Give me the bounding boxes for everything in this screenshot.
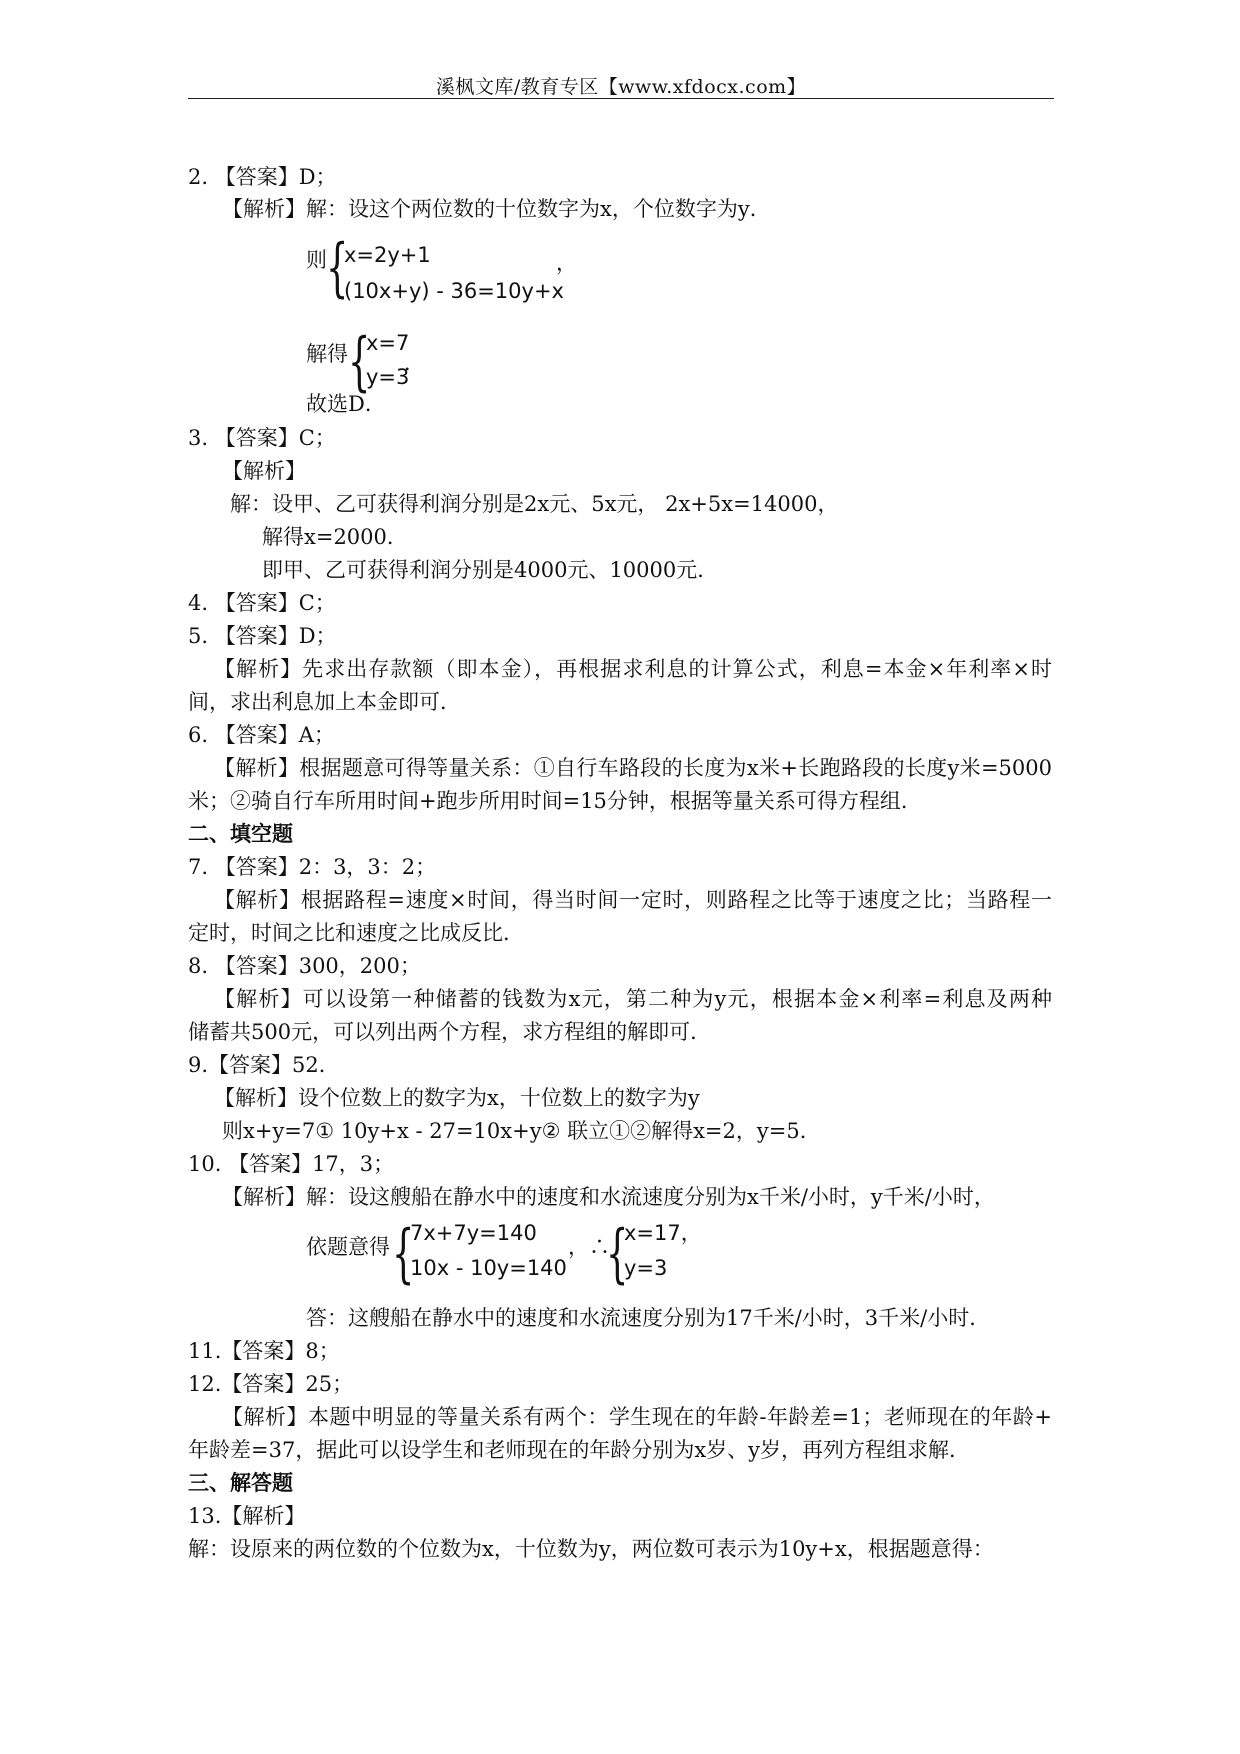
q10-analysis: 【解析】解：设这艘船在静水中的速度和水流速度分别为x千米/小时，y千米/小时，	[222, 1185, 995, 1209]
q2-system-eq1: x=2y+1	[344, 243, 431, 267]
q2-solution-brace: {	[348, 325, 371, 399]
q2-solution-dot: ．	[404, 351, 425, 375]
q6-analysis-line1: 【解析】根据题意可得等量关系：①自行车路段的长度为x米+长跑路段的长度y米=5000	[214, 756, 1052, 780]
q12-analysis-line1: 【解析】本题中明显的等量关系有两个：学生现在的年龄-年龄差=1；老师现在的年龄+	[222, 1405, 1052, 1429]
q13-heading: 13.【解析】	[188, 1504, 306, 1528]
q5-answer: 5. 【答案】D；	[188, 624, 337, 648]
section-solutions-heading: 三、解答题	[188, 1470, 293, 1495]
q13-line1: 解：设原来的两位数的个位数为x，十位数为y，两位数可表示为10y+x，根据题意得：	[188, 1537, 994, 1561]
q9-answer: 9.【答案】52．	[188, 1053, 340, 1077]
q10-system-eq1: 7x+7y=140	[410, 1221, 537, 1245]
q9-analysis-line1: 【解析】设个位数上的数字为x，十位数上的数字为y	[214, 1086, 700, 1110]
q8-analysis-line1: 【解析】可以设第一种储蓄的钱数为x元，第二种为y元，根据本金×利率=利息及两种	[214, 987, 1052, 1011]
q11-answer: 11.【答案】8；	[188, 1339, 340, 1363]
q6-analysis-line2: 米；②骑自行车所用时间+跑步所用时间=15分钟，根据等量关系可得方程组．	[188, 789, 922, 813]
q2-solution-eq1: x=7	[366, 331, 410, 355]
q2-system-brace: {	[326, 231, 349, 305]
header-rule	[188, 98, 1054, 99]
q10-by-label: 依题意得	[306, 1235, 390, 1259]
q10-solution-eq2: y=3	[624, 1256, 668, 1280]
q7-analysis-line2: 定时，时间之比和速度之比成反比．	[188, 921, 524, 945]
q2-choose: 故选D．	[306, 392, 386, 416]
section-fill-in-heading: 二、填空题	[188, 821, 293, 846]
q9-analysis-line2: 则x+y=7① 10y+x - 27=10x+y② 联立①②解得x=2，y=5．	[222, 1119, 821, 1143]
q3-analysis: 【解析】	[222, 459, 306, 483]
q3-line1: 解：设甲、乙可获得利润分别是2x元、5x元， 2x+5x=14000，	[230, 492, 839, 516]
q2-then-label: 则	[306, 248, 327, 272]
q2-analysis: 【解析】解：设这个两位数的十位数字为x，个位数字为y．	[222, 197, 771, 221]
q3-answer: 3. 【答案】C；	[188, 426, 336, 450]
q3-line3: 即甲、乙可获得利润分别是4000元、10000元．	[262, 558, 719, 582]
q8-analysis-line2: 储蓄共500元，可以列出两个方程，求方程组的解即可．	[188, 1020, 712, 1044]
q4-answer: 4. 【答案】C；	[188, 591, 336, 615]
q10-solution-brace: {	[606, 1217, 629, 1291]
q12-analysis-line2: 年龄差=37，据此可以设学生和老师现在的年龄分别为x岁、y岁，再列方程组求解．	[188, 1438, 971, 1462]
q3-line2: 解得x=2000．	[262, 525, 408, 549]
page-header: 溪枫文库/教育专区【www.xfdocx.com】	[435, 76, 807, 98]
q7-analysis-line1: 【解析】根据路程=速度×时间，得当时间一定时，则路程之比等于速度之比；当路程一	[214, 888, 1052, 912]
q10-system-eq2: 10x - 10y=140	[410, 1256, 567, 1280]
q2-solution-eq2: y=3	[366, 365, 410, 389]
q8-answer: 8. 【答案】300，200；	[188, 954, 421, 978]
q7-answer: 7. 【答案】2：3，3：2；	[188, 855, 437, 879]
q2-answer: 2. 【答案】D；	[188, 165, 337, 189]
q5-analysis-line1: 【解析】先求出存款额（即本金），再根据求利息的计算公式，利息=本金×年利率×时	[214, 657, 1052, 681]
q2-solve-label: 解得	[306, 342, 348, 366]
q10-therefore: ，∴	[568, 1235, 610, 1259]
q12-answer: 12.【答案】25；	[188, 1372, 354, 1396]
q10-solution-eq1: x=17，	[624, 1221, 702, 1245]
q2-system-comma: ，	[556, 251, 577, 275]
q5-analysis-line2: 间，求出利息加上本金即可．	[188, 690, 461, 714]
q2-system-eq2: (10x+y) - 36=10y+x	[344, 279, 564, 303]
q10-system-brace: {	[392, 1217, 415, 1291]
q10-answer: 10. 【答案】17，3；	[188, 1152, 395, 1176]
q6-answer: 6. 【答案】A；	[188, 723, 335, 747]
q10-reply: 答：这艘船在静水中的速度和水流速度分别为17千米/小时，3千米/小时．	[306, 1306, 991, 1330]
